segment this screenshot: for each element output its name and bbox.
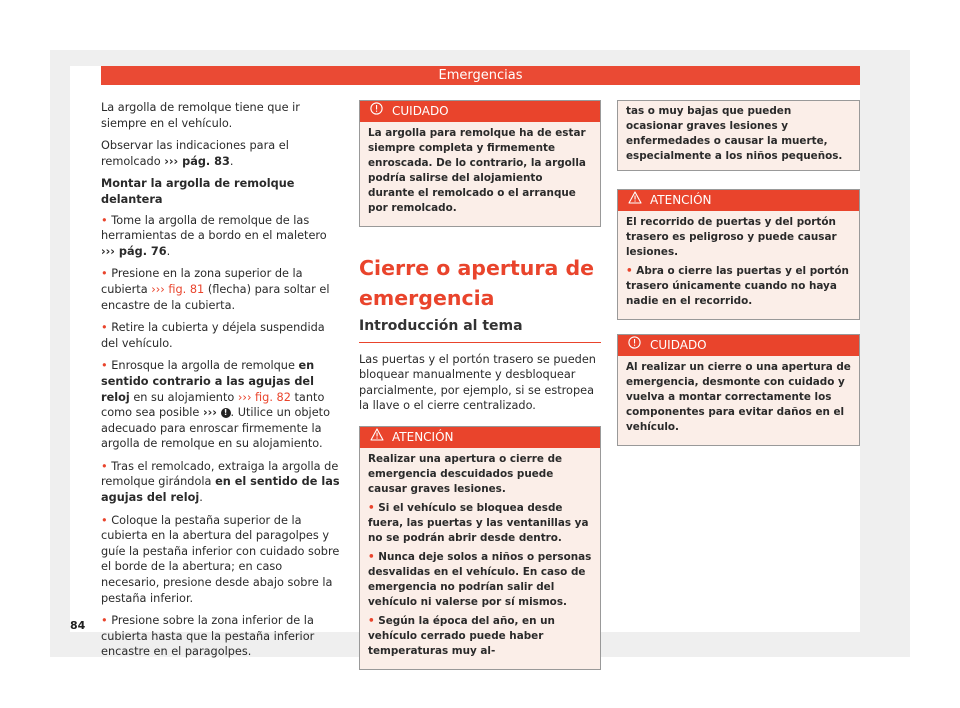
atencion-box-header [360,427,600,448]
atencion-bullet-text: Abra o cierre las puertas y el portón trasero únicamente cuando no haya nadie en el recorrido. [626,265,849,307]
atencion-box [617,189,860,320]
column-left [101,100,343,667]
atencion-box-title: ATENCIÓN [392,429,454,444]
warning-circle-icon[interactable]: ! [221,408,231,418]
bullet-icon: • [101,614,108,628]
atencion-bullet [626,264,851,309]
atencion-bullet [368,501,592,546]
bullet-item [101,358,343,452]
column-right [617,100,860,456]
figure-reference-link[interactable]: ››› fig. 81 [151,282,205,296]
atencion-box-body [618,211,859,319]
bullet-icon: • [101,513,108,527]
bullet-item [101,266,343,313]
bullet-text: Retire la cubierta y déjela suspendida del vehículo. [101,321,325,350]
info-circle-icon [628,335,646,356]
atencion-box-title: ATENCIÓN [650,193,712,207]
atencion-bullet [368,550,592,610]
bullet-icon: • [101,359,108,373]
paragraph: La argolla de remolque tiene que ir siempre en el vehículo. [101,101,300,130]
bullet-item [101,320,343,351]
atencion-box-header [618,190,859,211]
atencion-bullet [368,614,592,659]
bullet-icon: • [368,614,375,627]
bullet-icon: • [368,501,375,514]
atencion-box-body [360,448,600,669]
paragraph: Observar las indicaciones para el remolcado ››› pág. 83. [101,139,289,168]
reference-arrows: ››› [202,406,217,420]
bullet-icon: • [101,459,108,473]
bullet-text: Presione sobre la zona inferior de la cubierta hasta que la pestaña inferior encastre en el paragolpes. [101,614,315,659]
atencion-continued-text: tas o muy bajas que pueden ocasionar graves lesiones y enfermedades o causar la muerte, especialmente a los niños pequeños. [626,105,843,162]
bullet-icon: • [368,550,375,563]
bullet-icon: • [101,321,108,335]
paragraph-text: Observar las indicaciones para el remolcado [101,139,289,168]
bullet-item [101,613,343,660]
info-circle-icon [370,101,388,122]
bullet-item: • Tome la argolla de remolque de las herramientas de a bordo en el maletero ››› pág. 76. [101,213,327,258]
cuidado-text: Al realizar un cierre o una apertura de emergencia, desmonte con cuidado y vuelva a montar correctamente los componentes para evitar daños en el vehículo. [626,361,851,433]
atencion-box-continued [617,100,860,171]
cuidado-box-header [360,101,600,122]
atencion-bullet-text: Nunca deje solos a niños o personas desvalidas en el vehículo. En caso de emergencia no podrían salir del vehículo ni valerse por sí mismos. [368,550,592,608]
cuidado-box [359,100,601,227]
page-number: 84 [70,619,86,632]
subheading: Montar la argolla de remolque delantera [101,177,295,206]
bullet-emphasis: en el sentido de las agujas del reloj [101,475,340,505]
bullet-text: Enrosque la argolla de remolque [111,359,295,373]
cuidado-text: La argolla para remolque ha de estar siempre completa y firmemente enroscada. De lo contrario, la argolla podría salirse del alojamiento durante el remolcado o el arranque por remolcado. [368,127,586,214]
cuidado-box [617,334,860,446]
bullet-text: Presione en la zona superior de la cubierta [101,267,303,296]
warning-triangle-icon [628,190,646,211]
atencion-box [359,426,601,670]
bullet-icon: • [101,267,108,281]
bullet-text: . Utilice un objeto adecuado para enroscar firmemente la argolla de remolque en su alojamiento. [101,406,330,451]
column-middle [359,100,601,680]
bullet-text: (flecha) para soltar el encastre de la cubierta. [101,282,330,312]
warning-triangle-icon [370,427,388,448]
bullet-emphasis: en sentido contrario a las agujas del reloj [101,359,315,404]
cuidado-box-body [618,356,859,445]
figure-reference-link[interactable]: ››› fig. 82 [237,390,291,404]
bullet-icon: • [101,213,108,227]
cuidado-box-title: CUIDADO [650,338,707,352]
section-title: Cierre o apertura de emergencia [359,256,595,310]
cuidado-box-body [360,122,600,226]
bullet-icon: • [626,265,633,277]
bullet-text: . [199,491,203,505]
atencion-bullet-text: Si el vehículo se bloquea desde fuera, las puertas y las ventanillas ya no se podrán abrir desde dentro. [368,501,589,544]
chapter-header: Emergencias [101,66,860,85]
page-reference-link[interactable]: ››› pág. 83 [164,154,230,168]
cuidado-box-header [618,335,859,356]
section-subtitle: Introducción al tema [359,319,601,343]
cuidado-box-title: CUIDADO [392,104,449,118]
atencion-lead: Realizar una apertura o cierre de emergencia descuidados puede causar graves lesiones. [368,452,563,495]
atencion-bullet-text: Según la época del año, en un vehículo cerrado puede haber temperaturas muy al- [368,614,555,657]
atencion-lead: El recorrido de puertas y del portón trasero es peligroso y puede causar lesiones. [626,216,837,258]
bullet-text: tanto como sea posible [101,390,325,420]
bullet-item [101,459,343,506]
bullet-text: Tome la argolla de remolque de las herramientas de a bordo en el maletero [101,213,327,243]
bullet-item [101,513,343,607]
bullet-text: Tras el remolcado, extraiga la argolla de remolque girándola [101,459,339,489]
bullet-text: Coloque la pestaña superior de la cubierta en la abertura del paragolpes y guíe la pestaña inferior con cuidado sobre el borde de la abertura; en caso necesario, presione desde abajo sobre la pestaña inferior. [101,513,340,605]
bullet-text: en su alojamiento [133,390,235,404]
intro-paragraph: Las puertas y el portón trasero se pueden bloquear manualmente y desbloquear parcialmente, por ejemplo, si se estropea la llave o el cierre centralizado. [359,352,596,413]
page-reference-link[interactable]: ››› pág. 76 [101,244,167,258]
